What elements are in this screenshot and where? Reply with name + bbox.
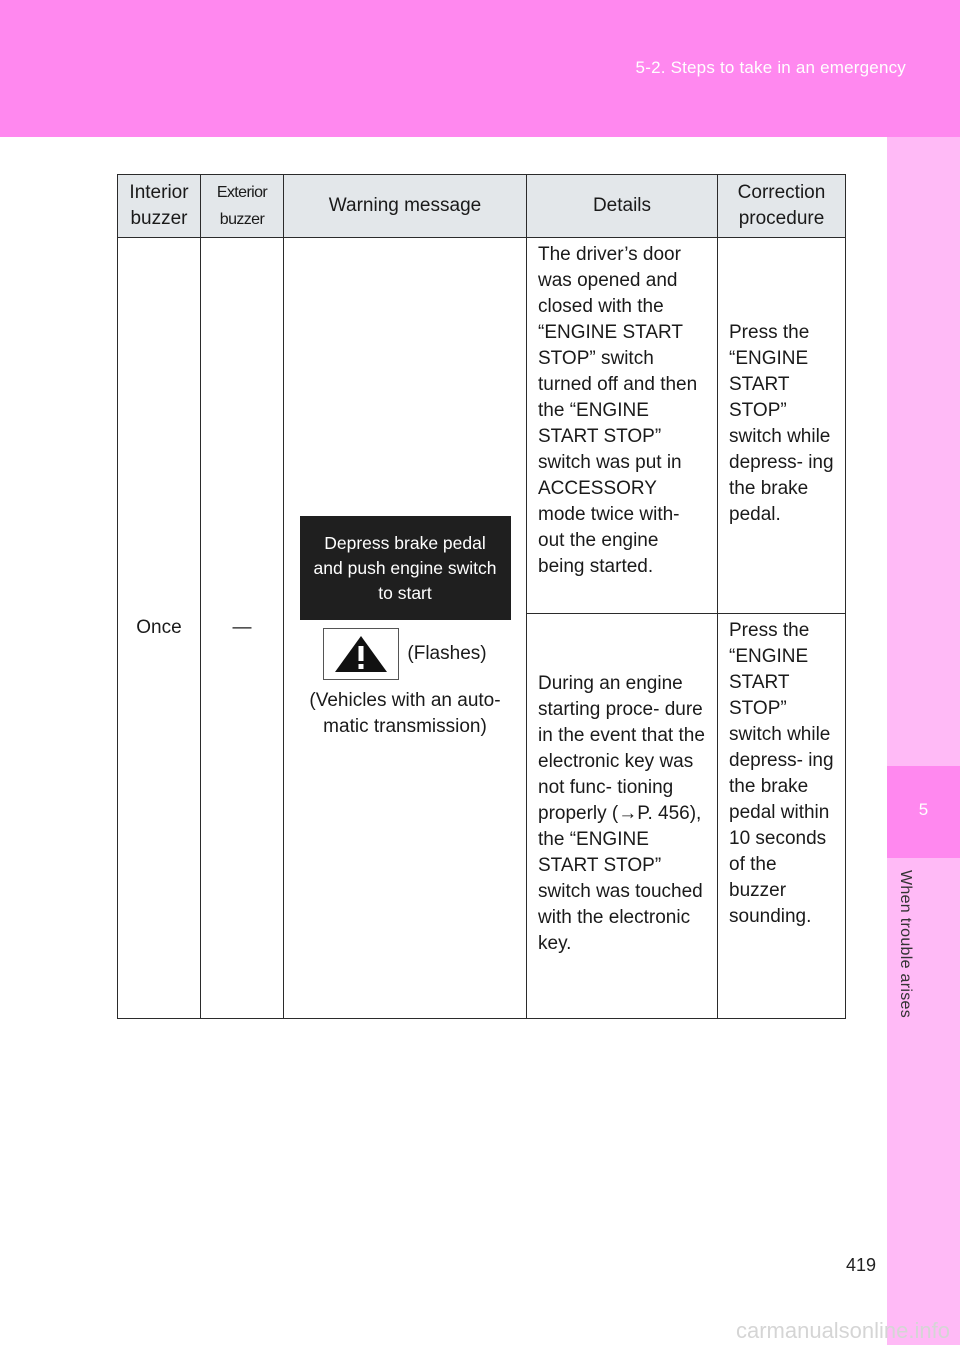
display-message-panel: Depress brake pedal and push engine switch to start bbox=[300, 516, 511, 620]
details-cell: The driver’s door was opened and closed with the “ENGINE START STOP” switch turned off and then the “ENGINE START STOP” switch was put in ACCESSORY mode twice with- out the engine being started. bbox=[527, 238, 718, 614]
page-number: 419 bbox=[845, 1255, 876, 1275]
procedure-cell: Press the “ENGINE START STOP” switch while depress- ing the brake pedal. bbox=[718, 238, 846, 614]
interior-buzzer-cell: Once bbox=[118, 238, 201, 1019]
header-details: Details bbox=[527, 175, 718, 238]
chapter-number: 5 bbox=[918, 800, 929, 819]
procedure-cell: Press the “ENGINE START STOP” switch while depress- ing the brake pedal within 10 seconds of the buzzer sounding. bbox=[718, 614, 846, 1019]
watermark: carmanualsonline.info bbox=[735, 1318, 950, 1343]
chapter-side-tab bbox=[887, 137, 960, 1345]
table-header-row bbox=[118, 175, 846, 238]
warning-triangle-icon bbox=[323, 628, 399, 680]
chapter-title: When trouble arises bbox=[897, 870, 914, 1018]
warning-table bbox=[117, 174, 846, 1019]
chapter-number-box bbox=[887, 766, 960, 858]
exterior-buzzer-cell: — bbox=[201, 238, 284, 1019]
table-row bbox=[118, 238, 846, 614]
vehicle-note: (Vehicles with an auto- matic transmission) bbox=[309, 690, 501, 737]
section-title: 5-2. Steps to take in an emergency bbox=[635, 58, 906, 77]
details-cell: During an engine starting proce- dure in the event that the electronic key was not func- tioning properly (→P. 456), the “ENGINE START STOP” switch was touched with the electronic key. bbox=[527, 614, 718, 1019]
flashes-label: (Flashes) bbox=[407, 643, 487, 664]
warning-indicator bbox=[285, 628, 525, 680]
header-correction-procedure: Correction procedure bbox=[718, 175, 846, 238]
warning-message-cell bbox=[284, 238, 527, 1019]
header-interior-buzzer: Interior buzzer bbox=[118, 175, 201, 238]
header-warning-message: Warning message bbox=[284, 175, 527, 238]
header-exterior-buzzer: Exterior buzzer bbox=[201, 175, 284, 238]
header-band bbox=[0, 0, 960, 137]
